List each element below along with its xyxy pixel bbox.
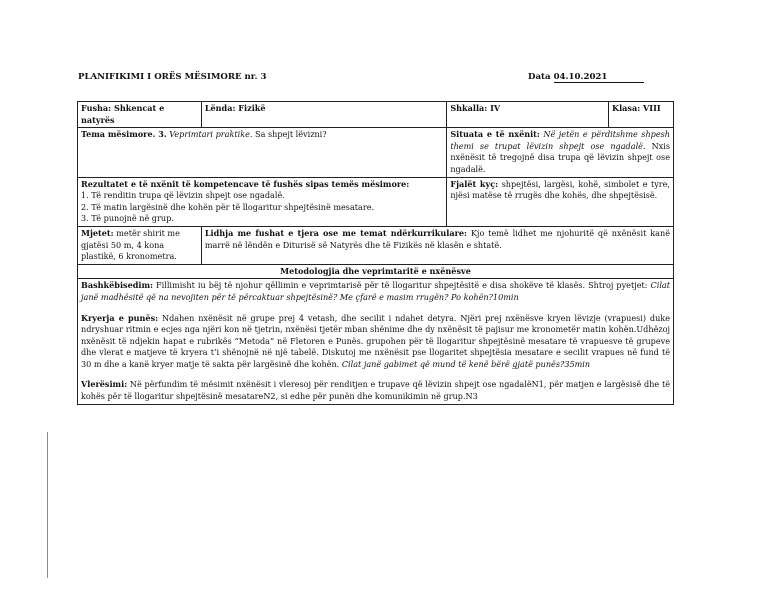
situata-text: Nxis nxënësit të tregojnë disa trupa që lëvizin shpejt ose ngadalë. <box>450 140 670 174</box>
lenda-value: Fizikë <box>235 103 266 113</box>
fusha-label: Fusha: <box>81 103 112 113</box>
table-row-resources <box>78 226 674 264</box>
table-row-methodology <box>78 279 674 404</box>
bashkebisedim-text: Fillimisht iu bëj të njohur qëllimin e veprimtarisë për të llogaritur shpejtësitë e disa shokëve të klasës. Shtroj pyetjet: <box>153 280 648 291</box>
bashkebisedim-paragraph <box>81 280 670 303</box>
cell-lenda <box>201 102 447 128</box>
lesson-plan-table <box>77 101 674 405</box>
shkalla-value: IV <box>487 103 501 113</box>
cell-rezultatet <box>78 177 447 226</box>
rezultatet-item: 3. Të punojnë në grup. <box>81 213 174 224</box>
page-margin-line <box>47 432 48 578</box>
document-header <box>78 72 674 86</box>
date-value: 04.10.2021 <box>554 72 644 83</box>
vleresimi-text: Në përfundim të mësimit nxënësit i vleresoj për renditjen e trupave që lëvizin shpejt ose ngadalëN1, për matjen e largësisë dhe të kohës për të llogaritur shpejtësinë mesatareN2, si edhe për punën dhe komunikimin në grup.N3 <box>81 379 670 402</box>
klasa-label: Klasa: <box>612 103 641 113</box>
situata-label: Situata e të nxënit: <box>450 129 540 140</box>
document-title: PLANIFIKIMI I ORËS MËSIMORE nr. 3 <box>78 72 267 82</box>
mjetet-label: Mjetet: <box>81 227 114 238</box>
date-field <box>528 72 644 83</box>
fjalet-label: Fjalët kyç: <box>450 178 499 189</box>
cell-shkalla <box>447 102 609 128</box>
cell-lidhja <box>201 226 673 264</box>
bashkebisedim-italic: Cilat janë madhësitë që na nevojiten për të përcaktuar shpejtësinë? Me çfarë e masim rrugën? Po kohën?10min <box>81 280 670 302</box>
tema-text: Sa shpejt lëvizni? <box>252 129 327 140</box>
cell-situata <box>447 128 674 177</box>
cell-tema <box>78 128 447 177</box>
cell-fusha <box>78 102 202 128</box>
lenda-label: Lënda: <box>204 103 236 113</box>
cell-metodologjia <box>78 279 674 404</box>
date-label: Data <box>528 72 554 82</box>
cell-mjetet <box>78 226 202 264</box>
table-row-topic <box>78 128 674 177</box>
rezultatet-item: 2. Të matin largësinë dhe kohën për të llogaritur shpejtësinë mesatare. <box>81 201 375 212</box>
table-row-methodology-title <box>78 264 674 279</box>
mjetet-text: metër shirit me gjatësi 50 m, 4 kona plastikë, 6 kronometra. <box>81 227 180 262</box>
table-row-outcomes <box>78 177 674 226</box>
vleresimi-label: Vlerësimi: <box>81 379 128 390</box>
kryerja-paragraph <box>81 313 670 371</box>
klasa-value: VIII <box>640 103 661 113</box>
kryerja-text: Ndahen nxënësit në grupe prej 4 vetash, dhe secilit i ndahet detyra. Njëri prej nxënësve kryen lëvizje (vrapuesi) duke ndryshuar ritmin e ecjes nga njëri kon në tjetrin, nxënësi tjetër mban shënime dhe dy nxënësit të pajisur me kronometër matin kohën.Udhëzoj nxënësit të ndjekin hapat e rubrikës “Metoda” në Fletoren e Punës. grupohen për të llogaritur shpejtësinë mesatare të vrapuesve të grupeve dhe vlerat e matjeve të kryera t’i shënojnë në një tabelë. Diskutoj me nxënësit pse llogaritet shpejtësia mesatare e secilit vrapues në fund të 30 m dhe a kanë kryer matje të sakta për largësinë dhe kohën. <box>81 312 670 369</box>
cell-klasa <box>609 102 674 128</box>
fjalet-text: shpejtësi, largësi, kohë, simbolet e tyre, njësi matëse të rrugës dhe kohës, dhe shpejtësisë. <box>450 178 670 201</box>
lidhja-text: Kjo temë lidhet me njohuritë që nxënësit kanë marrë në lëndën e Diturisë së Natyrës dhe të Fizikës në klasën e shtatë. <box>204 227 670 250</box>
kryerja-label: Kryerja e punës: <box>81 312 159 323</box>
rezultatet-label: Rezultatet e të nxënit të kompetencave të fushës sipas temës mësimore: <box>81 178 410 189</box>
rezultatet-item: 1. Të renditin trupa që lëvizin shpejt ose ngadalë. <box>81 190 285 201</box>
shkalla-label: Shkalla: <box>450 103 488 113</box>
vleresimi-paragraph <box>81 379 670 402</box>
situata-italic: Në jetën e përditshme shpesh themi se trupat lëvizin shpejt ose ngadalë. <box>450 129 670 151</box>
metodologjia-title: Metodologjia dhe veprimtaritë e nxënësve <box>78 264 674 279</box>
tema-italic: Veprimtari praktike. <box>166 129 253 140</box>
fusha-value: Shkencat e natyrës <box>81 103 165 125</box>
lidhja-label: Lidhja me fushat e tjera ose me temat ndërkurrikulare: <box>204 227 467 238</box>
kryerja-italic: Cilat janë gabimet që mund të kenë bërë gjatë punës?35min <box>339 358 591 369</box>
cell-fjalet-kyc <box>447 177 674 226</box>
tema-label: Tema mësimore. 3. <box>81 129 167 140</box>
table-row-subject-info <box>78 102 674 128</box>
bashkebisedim-label: Bashkëbisedim: <box>81 280 154 291</box>
